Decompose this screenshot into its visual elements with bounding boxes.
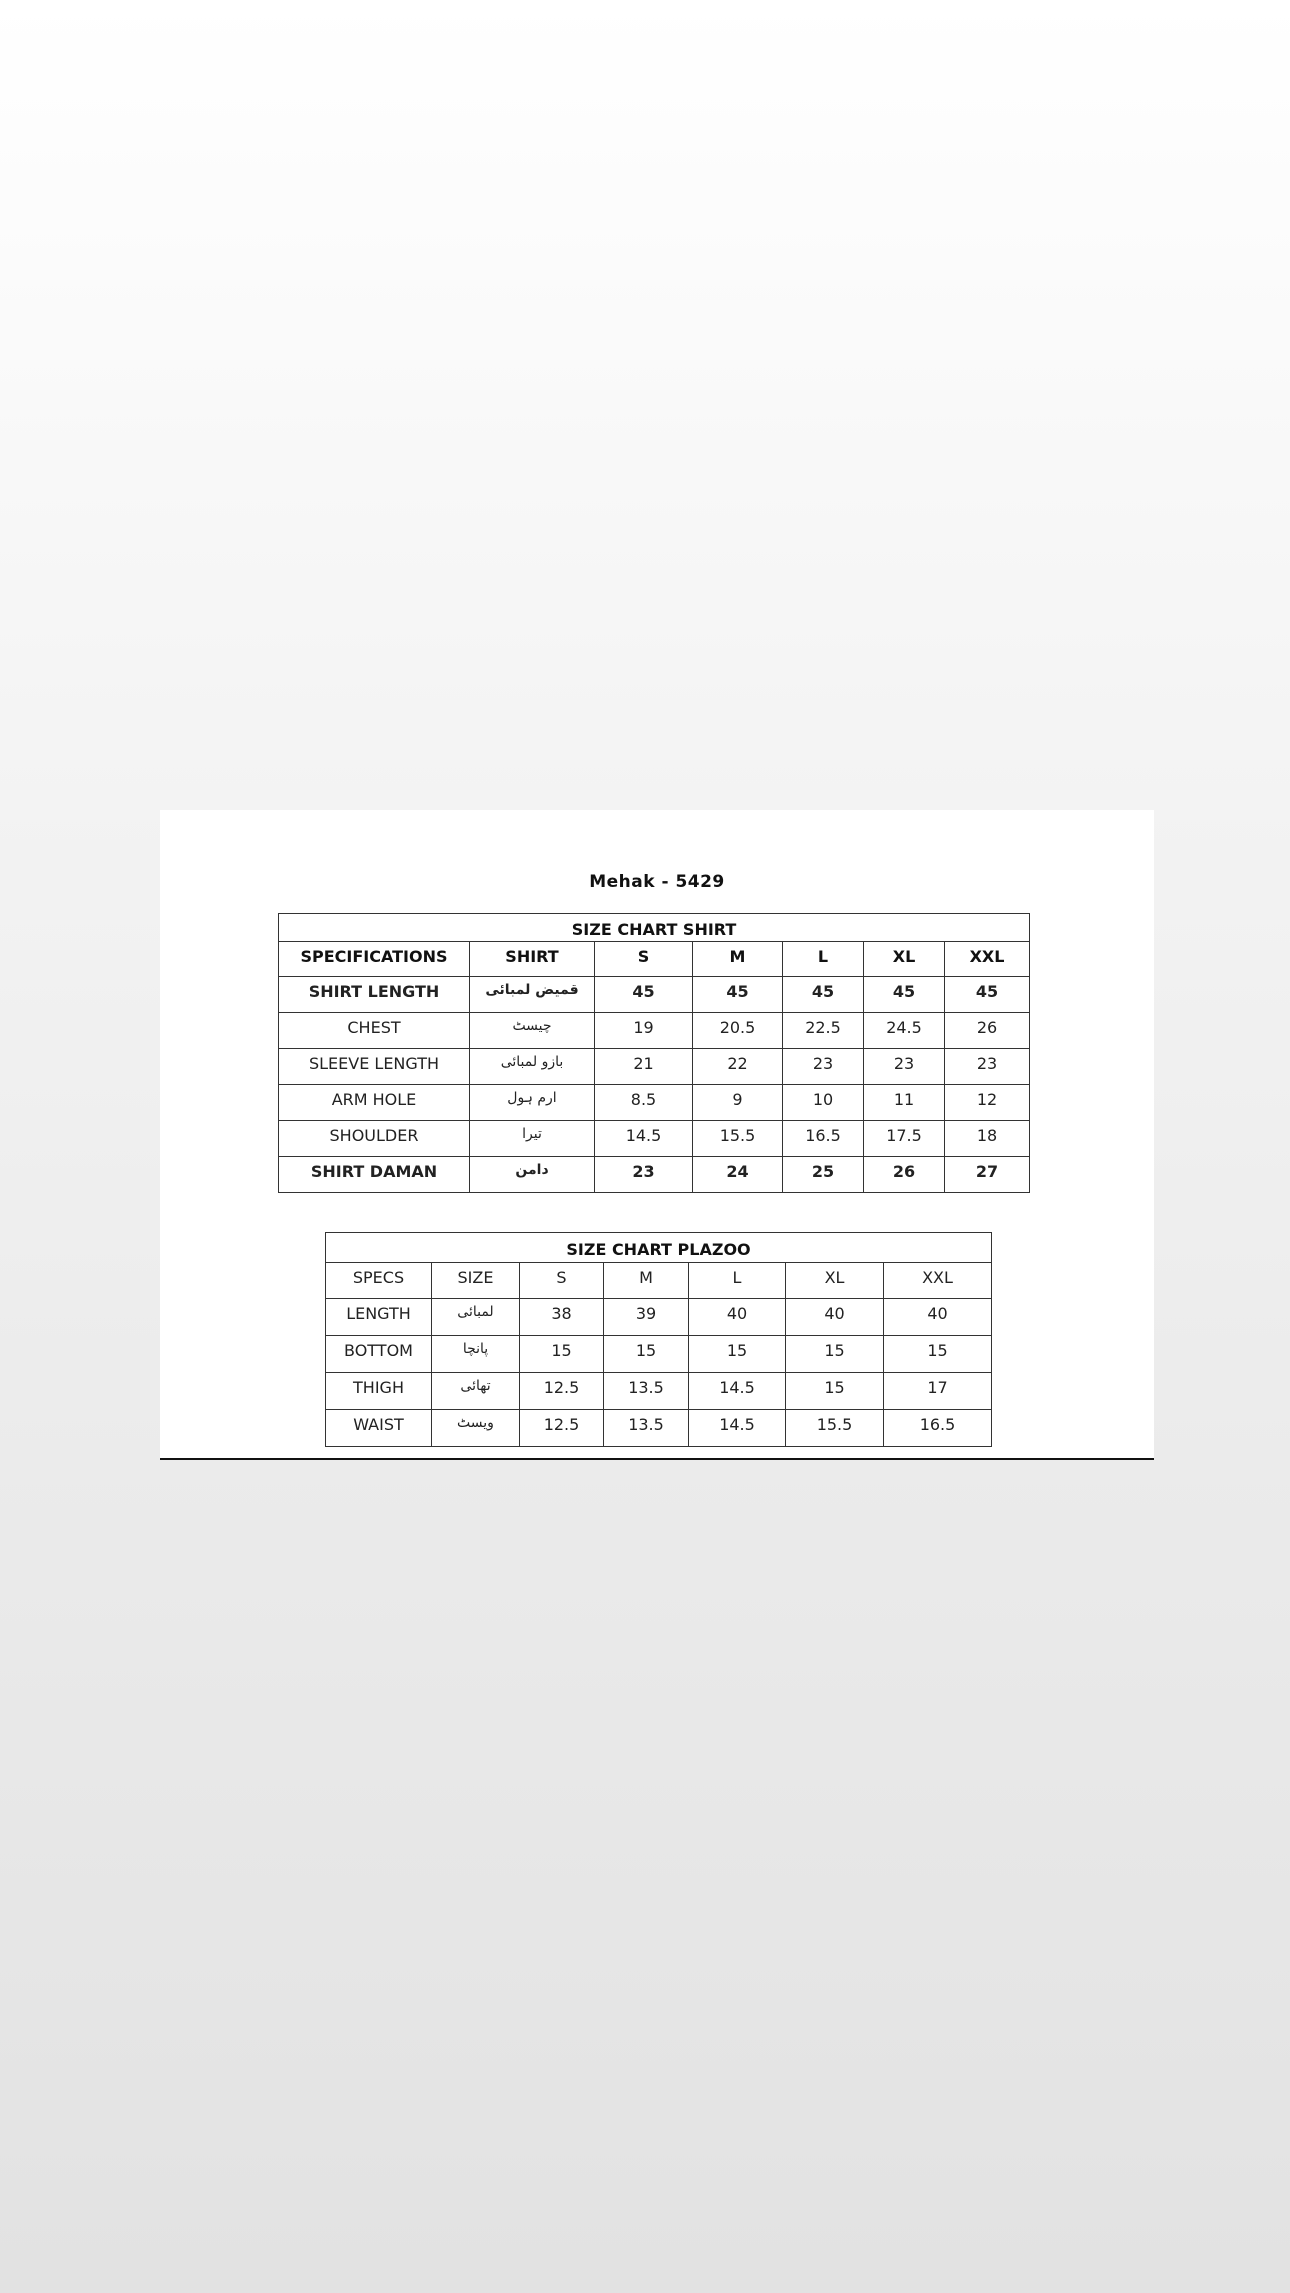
size-value-cell: 38 <box>520 1299 604 1336</box>
spec-label-cell: CHEST <box>279 1013 470 1049</box>
size-value-cell: 39 <box>604 1299 689 1336</box>
column-header: XL <box>786 1263 884 1299</box>
table-row <box>326 1410 992 1447</box>
plazoo-table-header <box>326 1263 992 1299</box>
size-value-cell: 23 <box>783 1049 864 1085</box>
size-value-cell: 12.5 <box>520 1410 604 1447</box>
shirt-table-title: SIZE CHART SHIRT <box>279 914 1030 942</box>
urdu-label-cell: لمبائی <box>432 1299 520 1336</box>
size-value-cell: 19 <box>595 1013 693 1049</box>
size-chart-card <box>160 810 1154 1460</box>
plazoo-table-title: SIZE CHART PLAZOO <box>326 1233 992 1263</box>
size-value-cell: 15.5 <box>786 1410 884 1447</box>
urdu-label-cell: تیرا <box>470 1121 595 1157</box>
size-value-cell: 20.5 <box>693 1013 783 1049</box>
column-header: XL <box>864 942 945 977</box>
size-value-cell: 14.5 <box>595 1121 693 1157</box>
size-value-cell: 45 <box>693 977 783 1013</box>
size-value-cell: 8.5 <box>595 1085 693 1121</box>
column-header: SPECIFICATIONS <box>279 942 470 977</box>
urdu-label-cell: دامن <box>470 1157 595 1193</box>
size-value-cell: 24.5 <box>864 1013 945 1049</box>
urdu-label-cell: بازو لمبائی <box>470 1049 595 1085</box>
size-value-cell: 14.5 <box>689 1410 786 1447</box>
size-value-cell: 26 <box>864 1157 945 1193</box>
size-value-cell: 45 <box>945 977 1030 1013</box>
shirt-size-table <box>278 913 1030 1193</box>
size-value-cell: 24 <box>693 1157 783 1193</box>
column-header: SPECS <box>326 1263 432 1299</box>
size-value-cell: 23 <box>945 1049 1030 1085</box>
spec-label-cell: SHOULDER <box>279 1121 470 1157</box>
column-header: M <box>604 1263 689 1299</box>
size-value-cell: 15 <box>520 1336 604 1373</box>
table-row <box>326 1336 992 1373</box>
spec-label-cell: SHIRT DAMAN <box>279 1157 470 1193</box>
size-value-cell: 16.5 <box>884 1410 992 1447</box>
spec-label-cell: SHIRT LENGTH <box>279 977 470 1013</box>
size-value-cell: 45 <box>864 977 945 1013</box>
spec-label-cell: WAIST <box>326 1410 432 1447</box>
size-value-cell: 12.5 <box>520 1373 604 1410</box>
column-header: S <box>595 942 693 977</box>
size-value-cell: 22.5 <box>783 1013 864 1049</box>
size-value-cell: 11 <box>864 1085 945 1121</box>
document-title: Mehak - 5429 <box>589 872 725 892</box>
size-value-cell: 13.5 <box>604 1410 689 1447</box>
size-value-cell: 17.5 <box>864 1121 945 1157</box>
size-value-cell: 12 <box>945 1085 1030 1121</box>
column-header: XXL <box>945 942 1030 977</box>
size-value-cell: 21 <box>595 1049 693 1085</box>
size-value-cell: 27 <box>945 1157 1030 1193</box>
size-value-cell: 15 <box>884 1336 992 1373</box>
urdu-label-cell: پانچا <box>432 1336 520 1373</box>
urdu-label-cell: ارم ہول <box>470 1085 595 1121</box>
size-value-cell: 15.5 <box>693 1121 783 1157</box>
table-row <box>326 1299 992 1336</box>
size-value-cell: 45 <box>595 977 693 1013</box>
size-value-cell: 40 <box>689 1299 786 1336</box>
size-value-cell: 15 <box>689 1336 786 1373</box>
table-row <box>279 1157 1030 1193</box>
table-row <box>279 1121 1030 1157</box>
size-value-cell: 40 <box>884 1299 992 1336</box>
spec-label-cell: BOTTOM <box>326 1336 432 1373</box>
size-value-cell: 25 <box>783 1157 864 1193</box>
spec-label-cell: LENGTH <box>326 1299 432 1336</box>
column-header: XXL <box>884 1263 992 1299</box>
table-row <box>279 1049 1030 1085</box>
size-value-cell: 16.5 <box>783 1121 864 1157</box>
column-header: S <box>520 1263 604 1299</box>
shirt-table-header <box>279 942 1030 977</box>
spec-label-cell: THIGH <box>326 1373 432 1410</box>
size-value-cell: 17 <box>884 1373 992 1410</box>
size-value-cell: 15 <box>604 1336 689 1373</box>
size-value-cell: 13.5 <box>604 1373 689 1410</box>
size-value-cell: 15 <box>786 1373 884 1410</box>
column-header: M <box>693 942 783 977</box>
urdu-label-cell: قمیض لمبائی <box>470 977 595 1013</box>
urdu-label-cell: تھائی <box>432 1373 520 1410</box>
table-row <box>279 1085 1030 1121</box>
size-value-cell: 23 <box>864 1049 945 1085</box>
column-header: SIZE <box>432 1263 520 1299</box>
size-value-cell: 26 <box>945 1013 1030 1049</box>
spec-label-cell: SLEEVE LENGTH <box>279 1049 470 1085</box>
size-value-cell: 18 <box>945 1121 1030 1157</box>
plazoo-size-table <box>325 1232 992 1447</box>
table-row <box>279 977 1030 1013</box>
size-value-cell: 14.5 <box>689 1373 786 1410</box>
size-value-cell: 45 <box>783 977 864 1013</box>
size-value-cell: 23 <box>595 1157 693 1193</box>
size-value-cell: 9 <box>693 1085 783 1121</box>
column-header: SHIRT <box>470 942 595 977</box>
table-row <box>326 1373 992 1410</box>
size-value-cell: 10 <box>783 1085 864 1121</box>
spec-label-cell: ARM HOLE <box>279 1085 470 1121</box>
size-value-cell: 22 <box>693 1049 783 1085</box>
size-value-cell: 15 <box>786 1336 884 1373</box>
size-value-cell: 40 <box>786 1299 884 1336</box>
table-row <box>279 1013 1030 1049</box>
urdu-label-cell: ویسٹ <box>432 1410 520 1447</box>
column-header: L <box>689 1263 786 1299</box>
column-header: L <box>783 942 864 977</box>
urdu-label-cell: چیسٹ <box>470 1013 595 1049</box>
